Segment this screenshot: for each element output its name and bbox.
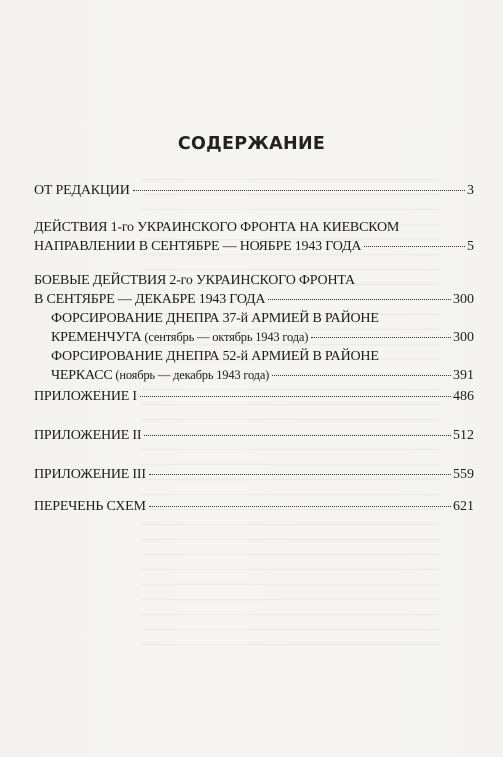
toc-entry-label [51, 366, 269, 385]
toc-entry-appendix-3 [34, 465, 474, 484]
dot-leader [149, 506, 451, 507]
toc-page-number: 300 [453, 292, 474, 307]
dot-leader [268, 299, 451, 300]
dot-leader [140, 396, 451, 397]
dot-leader [144, 435, 451, 436]
toc-entry-label-main: КРЕМЕНЧУГА [51, 330, 142, 345]
toc-page-number: 559 [453, 467, 474, 482]
toc-page-number: 5 [467, 239, 474, 254]
toc-entry-maps-list [34, 497, 474, 516]
toc-subentry-37th-army [34, 309, 474, 347]
toc-entry-label-line1: ФОРСИРОВАНИЕ ДНЕПРА 37-й АРМИЕЙ В РАЙОНЕ [51, 311, 379, 326]
toc-entry-editorial [34, 181, 474, 200]
toc-entry-label: В СЕНТЯБРЕ — ДЕКАБРЕ 1943 ГОДА [34, 292, 266, 307]
page-title: СОДЕРЖАНИЕ [177, 134, 326, 154]
toc-entry-label-dates: (сентябрь — октябрь 1943 года) [141, 330, 309, 344]
toc-entry-1st-front [34, 218, 474, 256]
toc-entry-label: ПРИЛОЖЕНИЕ III [34, 467, 146, 482]
toc-entry-label-line1: БОЕВЫЕ ДЕЙСТВИЯ 2-го УКРАИНСКОГО ФРОНТА [34, 273, 355, 288]
toc-entry-label: ПРИЛОЖЕНИЕ II [34, 428, 142, 443]
toc-entry-appendix-2 [34, 426, 474, 445]
toc-entry-label-dates: (ноябрь — декабрь 1943 года) [112, 368, 270, 382]
dot-leader [364, 246, 465, 247]
toc-page-number: 391 [453, 368, 474, 383]
toc-entry-label-line1: ФОРСИРОВАНИЕ ДНЕПРА 52-й АРМИЕЙ В РАЙОНЕ [51, 349, 379, 364]
toc-entry-label-line1: ДЕЙСТВИЯ 1-го УКРАИНСКОГО ФРОНТА НА КИЕВСКОМ [34, 220, 400, 235]
toc-page-number: 300 [453, 330, 474, 345]
toc-entry-label: ОТ РЕДАКЦИИ [34, 183, 130, 198]
dot-leader [272, 375, 451, 376]
dot-leader [311, 337, 451, 338]
toc-entry-2nd-front [34, 271, 474, 309]
toc-page-number: 486 [453, 389, 474, 404]
toc-entry-label: ПРИЛОЖЕНИЕ I [34, 389, 137, 404]
toc-entry-label [51, 328, 308, 347]
toc-subentry-52nd-army [34, 347, 474, 385]
toc-entry-label-main: ЧЕРКАСС [51, 368, 113, 383]
toc-entry-appendix-1 [34, 387, 474, 406]
toc-page-number: 512 [453, 428, 474, 443]
dot-leader [149, 474, 451, 475]
toc-page-number: 621 [453, 499, 474, 514]
toc-page-number: 3 [467, 183, 474, 198]
dot-leader [133, 190, 465, 191]
toc-entry-label: ПЕРЕЧЕНЬ СХЕМ [34, 499, 146, 514]
toc-entry-label: НАПРАВЛЕНИИ В СЕНТЯБРЕ — НОЯБРЕ 1943 ГОДА [34, 239, 362, 254]
